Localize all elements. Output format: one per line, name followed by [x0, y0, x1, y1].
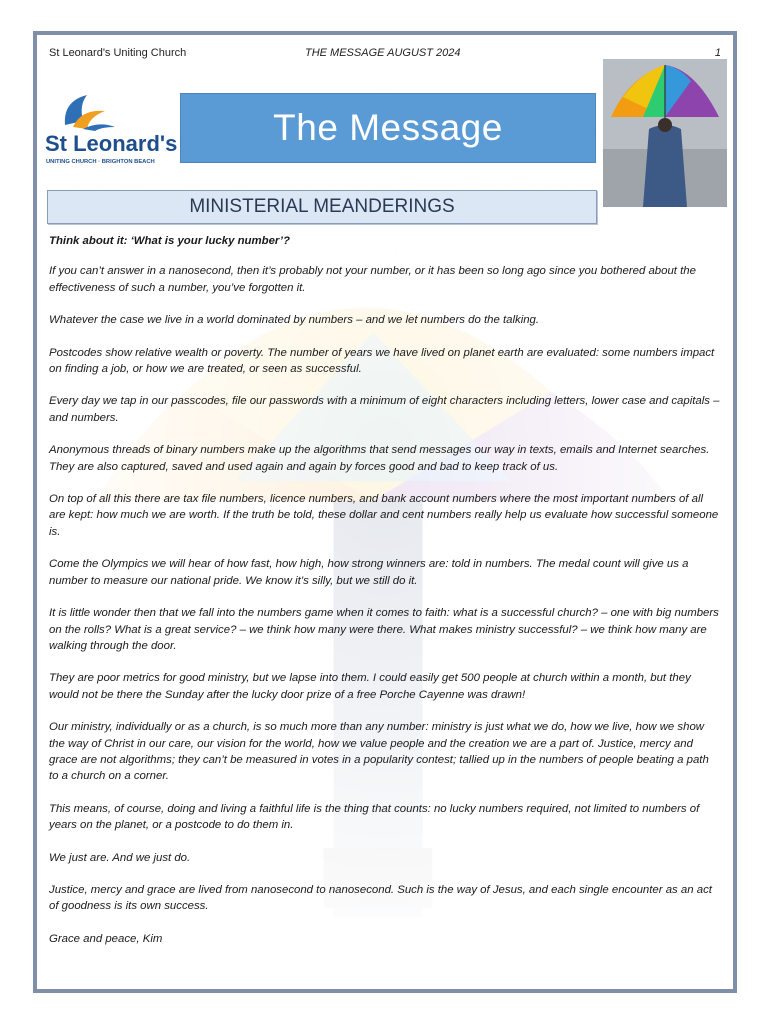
- newsletter-title-banner: The Message: [180, 93, 596, 163]
- church-logo: [43, 91, 183, 171]
- article-paragraph: On top of all this there are tax file numbers, licence numbers, and bank account numbers where the most important numbers of all are kept: how much we are worth. If the truth be told, these dollar and cent numbers really help us evaluate how successful someone is.: [49, 493, 719, 538]
- header-church-name: St Leonard's Uniting Church: [49, 47, 187, 59]
- article-paragraph: This means, of course, doing and living a faithful life is the thing that counts: no lucky numbers required, not limited to numbers of years on the planet, or a postcode to do them in.: [49, 802, 700, 832]
- section-title: MINISTERIAL MEANDERINGS: [47, 190, 597, 224]
- article-body: [49, 233, 721, 963]
- article-lead: Think about it: ‘What is your lucky number’?: [49, 235, 290, 247]
- article-paragraph: Postcodes show relative wealth or poverty. The number of years we have lived on planet earth are evaluated: some numbers impact on finding a job, or how we are treated, or seen as successful.: [49, 346, 715, 376]
- article-paragraph: We just are. And we just do.: [49, 851, 191, 864]
- header-issue: THE MESSAGE AUGUST 2024: [305, 47, 461, 59]
- article-signoff: Grace and peace, Kim: [49, 932, 163, 945]
- article-paragraph: If you can’t answer in a nanosecond, then it’s probably not your number, or it has been so long ago since you bothered about the effectiveness of such a number, you’ve forgotten it.: [49, 265, 696, 294]
- page-frame: [33, 31, 737, 993]
- header-page-number: 1: [714, 47, 721, 59]
- article-paragraph: Every day we tap in our passcodes, file our passwords with a minimum of eight characters including letters, lower case and capitals – and numbers.: [49, 395, 720, 424]
- article-paragraph: Anonymous threads of binary numbers make up the algorithms that send messages our way in texts, emails and Internet searches. They are also captured, saved and used again and again by forces good and bad to keep track of us.: [49, 444, 710, 473]
- church-logo-icon: [43, 91, 183, 171]
- logo-subtitle: UNITING CHURCH · BRIGHTON BEACH: [46, 159, 155, 165]
- article-paragraph: It is little wonder then that we fall into the numbers game when it comes to faith: what is a successful church? – one with big numbers on the rolls? What is a great service? – we think how many were there. What makes ministry successful? – we think how many are walking through the door.: [49, 607, 719, 652]
- umbrella-photo: [603, 59, 727, 207]
- article-paragraph: Justice, mercy and grace are lived from nanosecond to nanosecond. Such is the way of Jesus, and each single encounter as an act of goodness is its own success.: [49, 883, 712, 913]
- article-paragraph: Come the Olympics we will hear of how fast, how high, how strong winners are: told in numbers. The medal count will give us a number to measure our national pride. We know it’s silly, but we still do it.: [49, 558, 689, 587]
- article-paragraph: Our ministry, individually or as a church, is so much more than any number: ministry is just what we do, how we live, how we show the way of Christ in our care, our vision for the world, how we value people and the creation we are a part of. Justice, mercy and grace are not algorithms; they can’t be measured in votes in a popularity contest; tallied up in the numbers of people beating a path to a church on a corner.: [49, 721, 709, 783]
- article-paragraph: They are poor metrics for good ministry, but we lapse into them. I could easily get 500 people at church within a month, but they would not be there the Sunday after the lucky door prize of a free Porche Cayenne was drawn!: [49, 672, 691, 701]
- article-paragraph: Whatever the case we live in a world dominated by numbers – and we let numbers do the talking.: [49, 314, 540, 327]
- logo-name: St Leonard's: [45, 131, 178, 156]
